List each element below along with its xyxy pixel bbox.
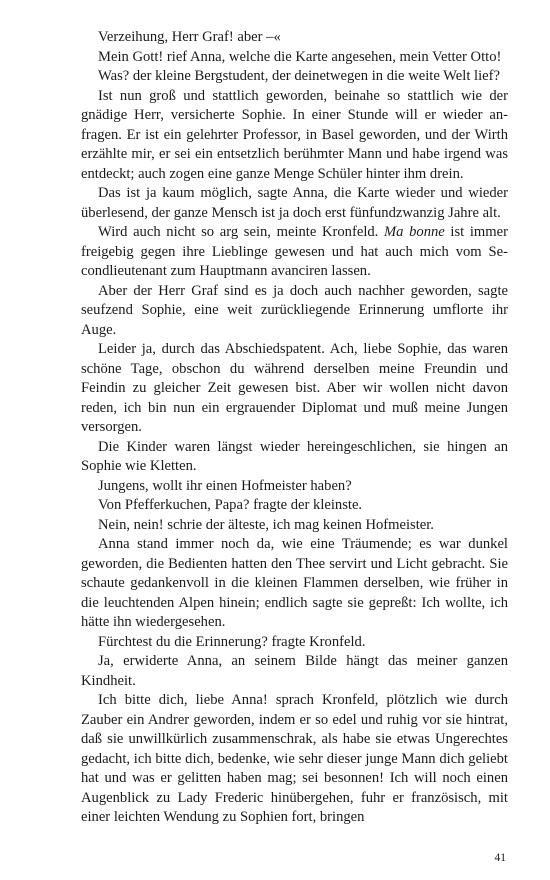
page-number: 41 (494, 852, 506, 864)
paragraph-text: ist immer freigebig gegen ihre Lieblinge gewesen und hat auch mich vom Secondlieutenant zum Hauptmann avanciren lassen. (81, 224, 508, 279)
paragraph: Nein, nein! schrie der älteste, ich mag keinen Hofmeister. (98, 516, 434, 533)
paragraph: Was? der kleine Bergstudent, der deinetwegen in die weite Welt lief? (98, 68, 500, 84)
book-page (81, 28, 508, 828)
paragraph: Aber der Herr Graf sind es ja doch auch nachher geworden, sagte seufzend Sophie, eine weit zurückliegende Erinnerung umflorte ihr Auge. (81, 282, 508, 338)
paragraph (81, 223, 508, 282)
paragraph: Verzeihung, Herr Graf! aber –« (98, 29, 281, 45)
paragraph: Mein Gott! rief Anna, welche die Karte angesehen, mein Vetter Otto! (98, 48, 502, 65)
paragraph-text: Wird auch nicht so arg sein, meinte Kronfeld. (98, 224, 384, 240)
paragraph: Jungens, wollt ihr einen Hofmeister haben? (98, 477, 352, 494)
paragraph: Die Kinder waren längst wieder hereingeschlichen, sie hingen an Sophie wie Kletten. (81, 438, 508, 474)
paragraph: Ist nun groß und stattlich geworden, beinahe so stattlich wie der gnädige Herr, versicherte Sophie. In einer Stunde will er wieder anfragen. Er ist ein gelehrter Professor, in Basel geworden, und der Wirth erzählte mir, er sei ein entsetzlich berühmter Mann und habe irgend was entdeckt; auch zogen eine ganze Menge Schüler hinter ihm drein. (81, 87, 508, 182)
paragraph: Ich bitte dich, liebe Anna! sprach Kronfeld, plötzlich wie durch Zauber ein Andrer geworden, indem er so edel und ruhig vor sie hintrat, daß sie unwillkürlich zusammenschrak, als habe sie etwas Ungerechtes gedacht, ich bitte dich, bedenke, wie sehr dieser junge Mann dich geliebt hat und was er gelitten haben mag; sei besonnen! Ich will noch einen Augenblick zu Lady Frederic hinübergehen, fuhr er französisch, mit einer leichten Wendung zu Sophien fort, bringen (81, 692, 508, 825)
paragraph: Leider ja, durch das Abschiedspatent. Ach, liebe Sophie, das waren schöne Tage, obschon du während derselben meine Freundin und Feindin zu gleicher Zeit gewesen bist. Aber wir wollen nicht davon reden, ich bin nun ein ergrauender Diplomat und muß meine Jungen versorgen. (81, 341, 508, 435)
paragraph: Fürchtest du die Erinnerung? fragte Kronfeld. (98, 633, 366, 650)
paragraph: Ja, erwiderte Anna, an seinem Bilde hängt das meiner ganzen Kindheit. (81, 653, 508, 689)
paragraph: Von Pfefferkuchen, Papa? fragte der kleinste. (98, 497, 363, 513)
paragraph: Anna stand immer noch da, wie eine Träumende; es war dunkel geworden, die Bedienten hatten den Thee servirt und Licht gebracht. Sie schaute gedankenvoll in die kleinen Flammen derselben, wie früher in die leuchtenden Alpen hinein; endlich sagte sie gepreßt: Ich wollte, ich hätte ihn wiedergesehen. (81, 536, 508, 630)
italic-phrase: Ma bonne (383, 224, 445, 240)
paragraph: Das ist ja kaum möglich, sagte Anna, die Karte wieder und wieder überlesend, der ganze Mensch ist ja doch erst fünfundzwanzig Jahre alt. (81, 185, 508, 221)
